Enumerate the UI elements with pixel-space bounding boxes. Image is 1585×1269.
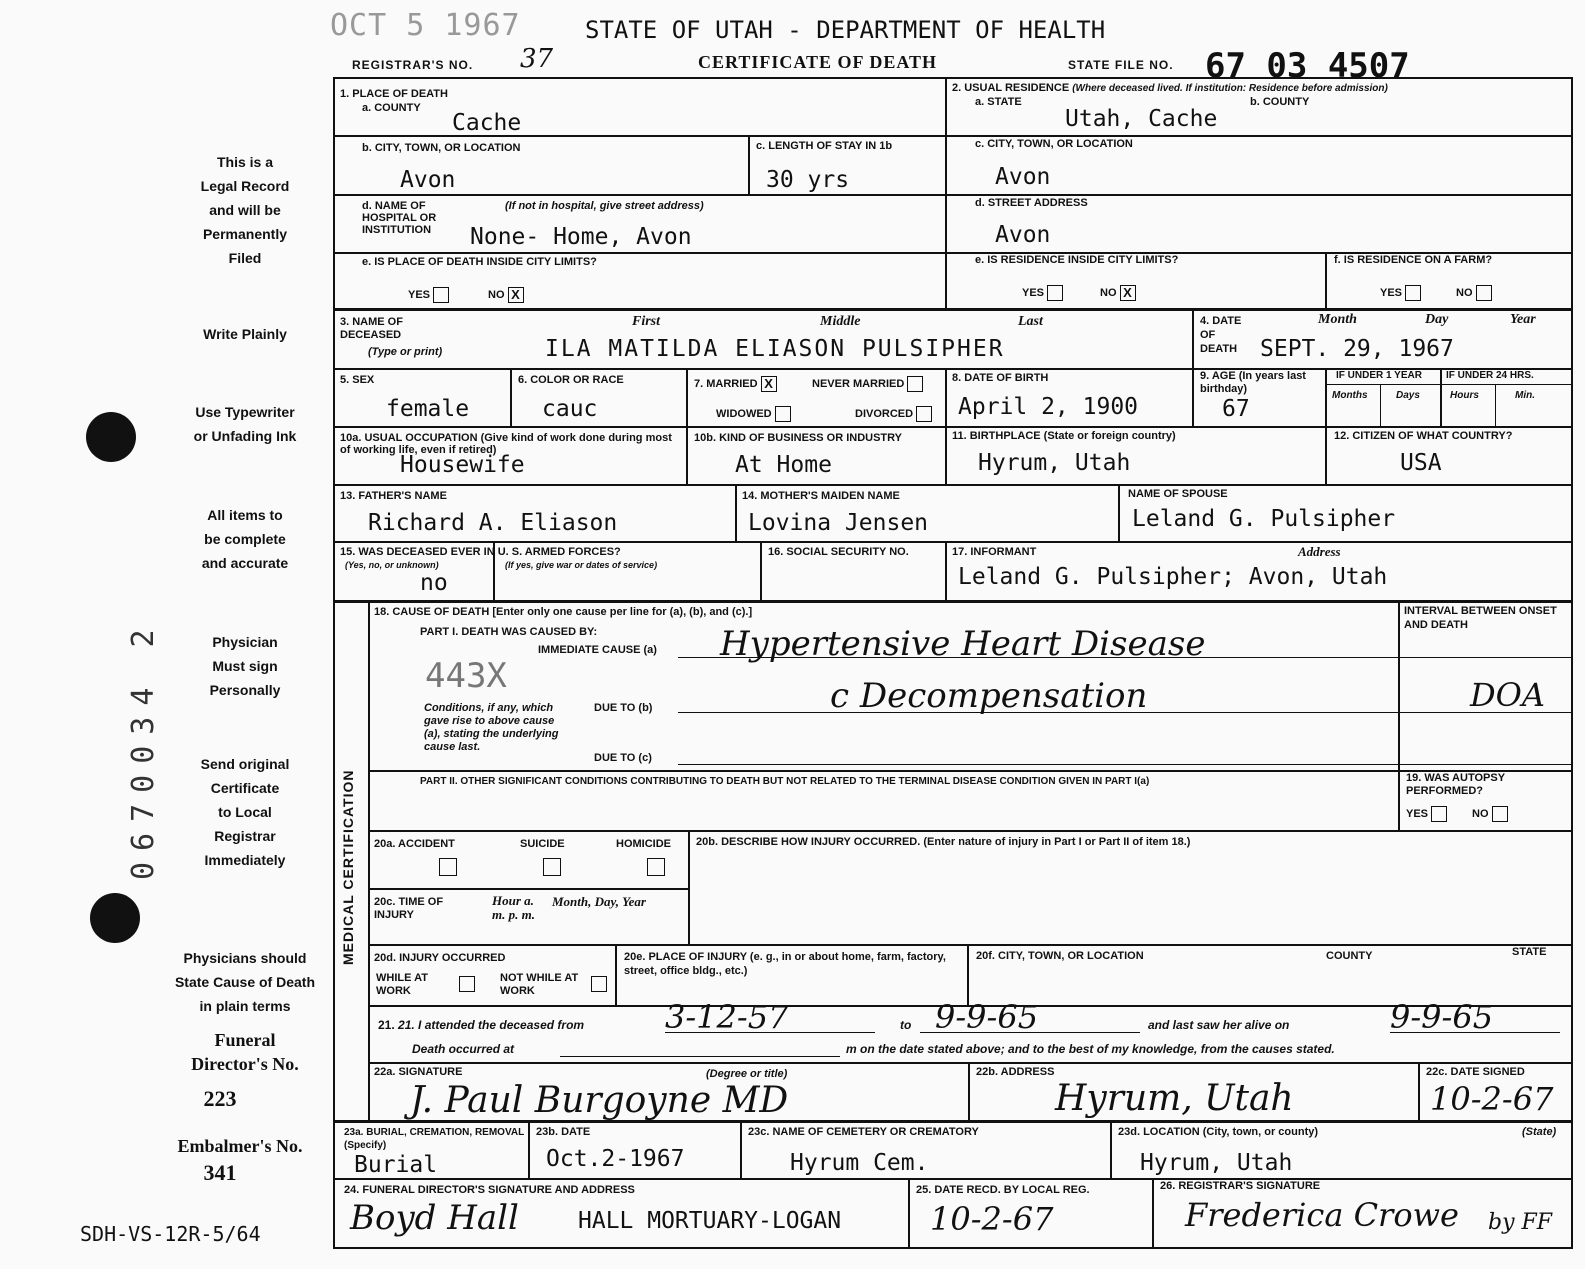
- registrar-no: 37: [520, 44, 554, 74]
- father-name: Richard A. Eliason: [368, 510, 618, 536]
- part1-label: PART I. DEATH WAS CAUSED BY:: [420, 626, 598, 638]
- sidebar-legal: This is a Legal Record and will be Permanently Filed: [200, 154, 290, 266]
- burial-date-label: 23b. DATE: [536, 1126, 591, 1138]
- cemetery-label: 23c. NAME OF CEMETERY OR CREMATORY: [748, 1126, 979, 1138]
- occurred-statement: m on the date stated above; and to the best of my knowledge, from the causes stated.: [846, 1042, 1335, 1056]
- first-label: First: [632, 314, 661, 329]
- injury-occurred-label: 20d. INJURY OCCURRED: [374, 952, 506, 964]
- disposition: Burial: [354, 1152, 438, 1178]
- occupation-label: 10a. USUAL OCCUPATION (Give kind of work done during most of working life, even if retired): [340, 432, 672, 456]
- mother-name: Lovina Jensen: [748, 510, 929, 536]
- citizen-label: 12. CITIZEN OF WHAT COUNTRY?: [1334, 430, 1513, 442]
- sidebar-write-plainly: Write Plainly: [203, 326, 287, 342]
- dob-label: 8. DATE OF BIRTH: [952, 372, 1049, 384]
- cemetery-location: Hyrum, Utah: [1140, 1150, 1293, 1176]
- informant-address-label: Address: [1298, 544, 1341, 559]
- place-of-death-label: 1. PLACE OF DEATH: [340, 88, 448, 100]
- cause-a: Hypertensive Heart Disease: [720, 624, 1206, 664]
- widowed-option[interactable]: WIDOWED: [716, 406, 791, 422]
- cemetery: Hyrum Cem.: [790, 1150, 929, 1176]
- cemetery-location-label: 23d. LOCATION (City, town, or county): [1118, 1126, 1319, 1138]
- not-while-at-work-checkbox[interactable]: [591, 976, 607, 992]
- res-inside-no[interactable]: NO X: [1100, 285, 1136, 301]
- autopsy-yes[interactable]: YES: [1406, 806, 1447, 822]
- armed-forces: no: [420, 570, 448, 596]
- registrar-signature-label: 26. REGISTRAR'S SIGNATURE: [1160, 1180, 1321, 1192]
- not-while-at-work: NOT WHILE AT WORK: [500, 972, 579, 997]
- sidebar-physician: Physician Must sign Personally: [209, 634, 281, 698]
- suicide-checkbox[interactable]: [543, 858, 561, 876]
- embalmer-label: Embalmer's No.: [177, 1136, 303, 1156]
- age: 67: [1222, 396, 1250, 422]
- business-label: 10b. KIND OF BUSINESS OR INDUSTRY: [694, 432, 903, 444]
- occurred-at-label: Death occurred at: [412, 1042, 515, 1056]
- immediate-cause-label: IMMEDIATE CAUSE (a): [538, 644, 657, 656]
- funeral-director-no: 223: [203, 1086, 237, 1111]
- punch-hole: [90, 893, 140, 943]
- while-at-work-checkbox[interactable]: [459, 976, 475, 992]
- date-of-death: SEPT. 29, 1967: [1260, 336, 1454, 362]
- state-label: a. STATE: [975, 96, 1022, 108]
- date-signed-label: 22c. DATE SIGNED: [1426, 1066, 1525, 1078]
- date-signed: 10-2-67: [1430, 1080, 1554, 1118]
- armed-note: (Yes, no, or unknown): [345, 560, 439, 570]
- date-of-death-label: 4. DATE OF DEATH: [1200, 315, 1242, 355]
- death-city: Avon: [400, 167, 456, 193]
- conditions-note: Conditions, if any, which gave rise to above cause (a), stating the underlying cause last.: [424, 702, 559, 753]
- sidebar-complete: All items to be complete and accurate: [201, 507, 289, 571]
- hospital-label: d. NAME OF HOSPITAL OR INSTITUTION: [362, 200, 437, 236]
- last-saw-label: and last saw her alive on: [1148, 1018, 1290, 1032]
- degree-label: (Degree or title): [706, 1068, 788, 1080]
- middle-label: Middle: [820, 314, 861, 329]
- birthplace: Hyrum, Utah: [978, 450, 1131, 476]
- months-label: Months: [1332, 390, 1368, 401]
- registrar-no-label: REGISTRAR'S NO.: [352, 58, 474, 72]
- city-label: b. CITY, TOWN, OR LOCATION: [362, 142, 521, 154]
- registrar-by: by FF: [1488, 1210, 1553, 1235]
- county-b-label: b. COUNTY: [1250, 96, 1310, 108]
- min-label: Min.: [1515, 390, 1535, 401]
- ssn-label: 16. SOCIAL SECURITY NO.: [768, 546, 909, 558]
- certificate-title: CERTIFICATE OF DEATH: [698, 52, 938, 72]
- county-label: a. COUNTY: [362, 102, 421, 114]
- last-saw-date: 9-9-65: [1390, 998, 1494, 1036]
- homicide-checkbox[interactable]: [647, 858, 665, 876]
- inside-city-no[interactable]: NO X: [488, 287, 524, 303]
- hospital-note: (If not in hospital, give street address): [505, 200, 704, 212]
- deceased-name: ILA MATILDA ELIASON PULSIPHER: [545, 336, 1005, 362]
- cause-a-continued: c Decompensation: [830, 676, 1148, 716]
- signature-label: 22a. SIGNATURE: [374, 1066, 463, 1078]
- interval: DOA: [1470, 676, 1545, 714]
- medical-certification-label: MEDICAL CERTIFICATION: [340, 769, 356, 965]
- burial-label: 23a. BURIAL, CREMATION, REMOVAL (Specify): [344, 1127, 525, 1151]
- inside-city-yes[interactable]: YES: [408, 287, 449, 303]
- state-file-no: 67 03 4507: [1205, 46, 1410, 86]
- punch-hole: [86, 412, 136, 462]
- part2-label: PART II. OTHER SIGNIFICANT CONDITIONS CONTRIBUTING TO DEATH BUT NOT RELATED TO THE TERMINAL DISEASE CONDITION GIVEN IN PART I(a): [420, 776, 1150, 787]
- race-label: 6. COLOR OR RACE: [518, 374, 624, 386]
- form-number: SDH-VS-12R-5/64: [80, 1222, 261, 1246]
- spouse-label: NAME OF SPOUSE: [1128, 488, 1228, 500]
- race: cauc: [542, 396, 598, 422]
- never-married-option[interactable]: NEVER MARRIED: [812, 376, 923, 392]
- while-at-work: WHILE AT WORK: [376, 972, 428, 997]
- age-label: 9. AGE (In years last birthday): [1200, 370, 1306, 395]
- sex-label: 5. SEX: [340, 374, 375, 386]
- time-of-injury-label: 20c. TIME OF INJURY: [374, 896, 444, 921]
- name-note: (Type or print): [368, 346, 443, 358]
- birthplace-label: 11. BIRTHPLACE (State or foreign country): [952, 430, 1176, 442]
- occupation: Housewife: [400, 452, 525, 478]
- homicide-label: HOMICIDE: [616, 838, 671, 850]
- married-option[interactable]: 7. MARRIED X: [694, 376, 777, 392]
- funeral-director-sig-label: 24. FUNERAL DIRECTOR'S SIGNATURE AND ADDRESS: [344, 1184, 635, 1196]
- injury-city-label: 20f. CITY, TOWN, OR LOCATION: [976, 950, 1144, 962]
- armed-forces-label: 15. WAS DECEASED EVER IN U. S. ARMED FORCES?: [340, 546, 621, 558]
- attended-label: 21. 21. I attended the deceased from: [378, 1018, 585, 1032]
- received-stamp: OCT 5 1967: [330, 8, 521, 43]
- department-title: STATE OF UTAH - DEPARTMENT OF HEALTH: [585, 16, 1106, 44]
- due-to-b-label: DUE TO (b): [594, 702, 653, 714]
- due-to-c-label: DUE TO (c): [594, 752, 652, 764]
- hours-label: Hours: [1450, 390, 1479, 401]
- days-label: Days: [1396, 390, 1420, 401]
- hospital-name: None- Home, Avon: [470, 224, 692, 250]
- autopsy-no[interactable]: NO: [1472, 806, 1508, 822]
- length-of-stay: 30 yrs: [766, 167, 850, 193]
- res-inside-label: e. IS RESIDENCE INSIDE CITY LIMITS?: [975, 254, 1179, 266]
- accident-checkbox[interactable]: [439, 858, 457, 876]
- name-label: 3. NAME OF DECEASED: [340, 316, 403, 341]
- date-of-birth: April 2, 1900: [958, 394, 1139, 420]
- accident-label: 20a. ACCIDENT: [374, 838, 455, 850]
- interval-label: INTERVAL BETWEEN ONSET AND DEATH: [1404, 605, 1557, 631]
- last-label: Last: [1018, 314, 1043, 329]
- sex: female: [386, 396, 470, 422]
- sidebar-typewriter: Use Typewriter or Unfading Ink: [193, 404, 297, 444]
- burial-date: Oct.2-1967: [546, 1146, 685, 1172]
- res-city-label: c. CITY, TOWN, OR LOCATION: [975, 138, 1133, 150]
- funeral-home: HALL MORTUARY-LOGAN: [578, 1208, 842, 1234]
- armed-note-2: (If yes, give war or dates of service): [505, 560, 658, 570]
- address-label: 22b. ADDRESS: [976, 1066, 1055, 1078]
- registrar-signature: Frederica Crowe: [1185, 1196, 1459, 1234]
- injury-description-label: 20b. DESCRIBE HOW INJURY OCCURRED. (Enter nature of injury in Part I or Part II of item 18.): [696, 836, 1191, 848]
- citizen: USA: [1400, 450, 1442, 476]
- street-label: d. STREET ADDRESS: [975, 197, 1088, 209]
- suicide-label: SUICIDE: [520, 838, 565, 850]
- physician-address: Hyrum, Utah: [1055, 1078, 1294, 1119]
- autopsy-label: 19. WAS AUTOPSY PERFORMED?: [1406, 772, 1505, 797]
- farm-yes[interactable]: YES: [1380, 285, 1421, 301]
- death-county: Cache: [452, 110, 522, 136]
- embalmer-no: 341: [203, 1160, 237, 1185]
- cemetery-state-label: (State): [1522, 1126, 1557, 1138]
- hour-label: Hour a. m. p. m.: [492, 893, 535, 922]
- attended-from: 3-12-57: [665, 998, 789, 1036]
- cause-label: 18. CAUSE OF DEATH [Enter only one cause per line for (a), (b), and (c).]: [374, 606, 753, 618]
- funeral-director-label: Funeral Director's No.: [191, 1030, 299, 1074]
- father-label: 13. FATHER'S NAME: [340, 490, 447, 502]
- injury-state-label: STATE: [1512, 946, 1547, 958]
- residence-state-county: Utah, Cache: [1065, 106, 1218, 132]
- spouse-name: Leland G. Pulsipher: [1132, 506, 1396, 532]
- residence-city: Avon: [995, 164, 1051, 190]
- informant: Leland G. Pulsipher; Avon, Utah: [958, 564, 1388, 590]
- under-24-hrs-label: IF UNDER 24 HRS.: [1446, 370, 1534, 381]
- injury-county-label: COUNTY: [1326, 950, 1373, 962]
- month-label: Month: [1318, 312, 1357, 327]
- to-label: to: [900, 1018, 912, 1032]
- informant-label: 17. INFORMANT: [952, 546, 1037, 558]
- business: At Home: [735, 452, 832, 478]
- physician-signature: J. Paul Burgoyne MD: [410, 1080, 789, 1121]
- under-1-year-label: IF UNDER 1 YEAR: [1336, 370, 1422, 381]
- farm-no[interactable]: NO: [1456, 285, 1492, 301]
- state-file-label: STATE FILE NO.: [1068, 58, 1174, 72]
- cause-code: 443X: [425, 656, 507, 696]
- res-inside-yes[interactable]: YES: [1022, 285, 1063, 301]
- mother-label: 14. MOTHER'S MAIDEN NAME: [742, 490, 900, 502]
- funeral-director-signature: Boyd Hall: [350, 1198, 519, 1238]
- residence-street: Avon: [995, 222, 1051, 248]
- sidebar-plain-terms: Physicians should State Cause of Death in plain terms: [174, 950, 316, 1014]
- mdy-label: Month, Day, Year: [552, 894, 646, 909]
- attended-to: 9-9-65: [935, 998, 1039, 1036]
- residence-label: 2. USUAL RESIDENCE (Where deceased lived. If institution: Residence before admission): [952, 82, 1388, 94]
- vertical-file-number: 0670034 2: [126, 618, 161, 880]
- date-received-label: 25. DATE RECD. BY LOCAL REG.: [916, 1184, 1090, 1196]
- sidebar-send: Send original Certificate to Local Registrar Immediately: [200, 756, 290, 868]
- inside-city-label: e. IS PLACE OF DEATH INSIDE CITY LIMITS?: [362, 256, 597, 268]
- year-label: Year: [1510, 312, 1536, 327]
- date-received: 10-2-67: [930, 1200, 1054, 1238]
- farm-label: f. IS RESIDENCE ON A FARM?: [1334, 254, 1493, 266]
- divorced-option[interactable]: DIVORCED: [855, 406, 932, 422]
- place-of-injury-label: 20e. PLACE OF INJURY (e. g., in or about home, farm, factory, street, office bldg., etc.): [624, 951, 946, 977]
- day-label: Day: [1425, 312, 1449, 327]
- stay-label: c. LENGTH OF STAY IN 1b: [756, 140, 893, 152]
